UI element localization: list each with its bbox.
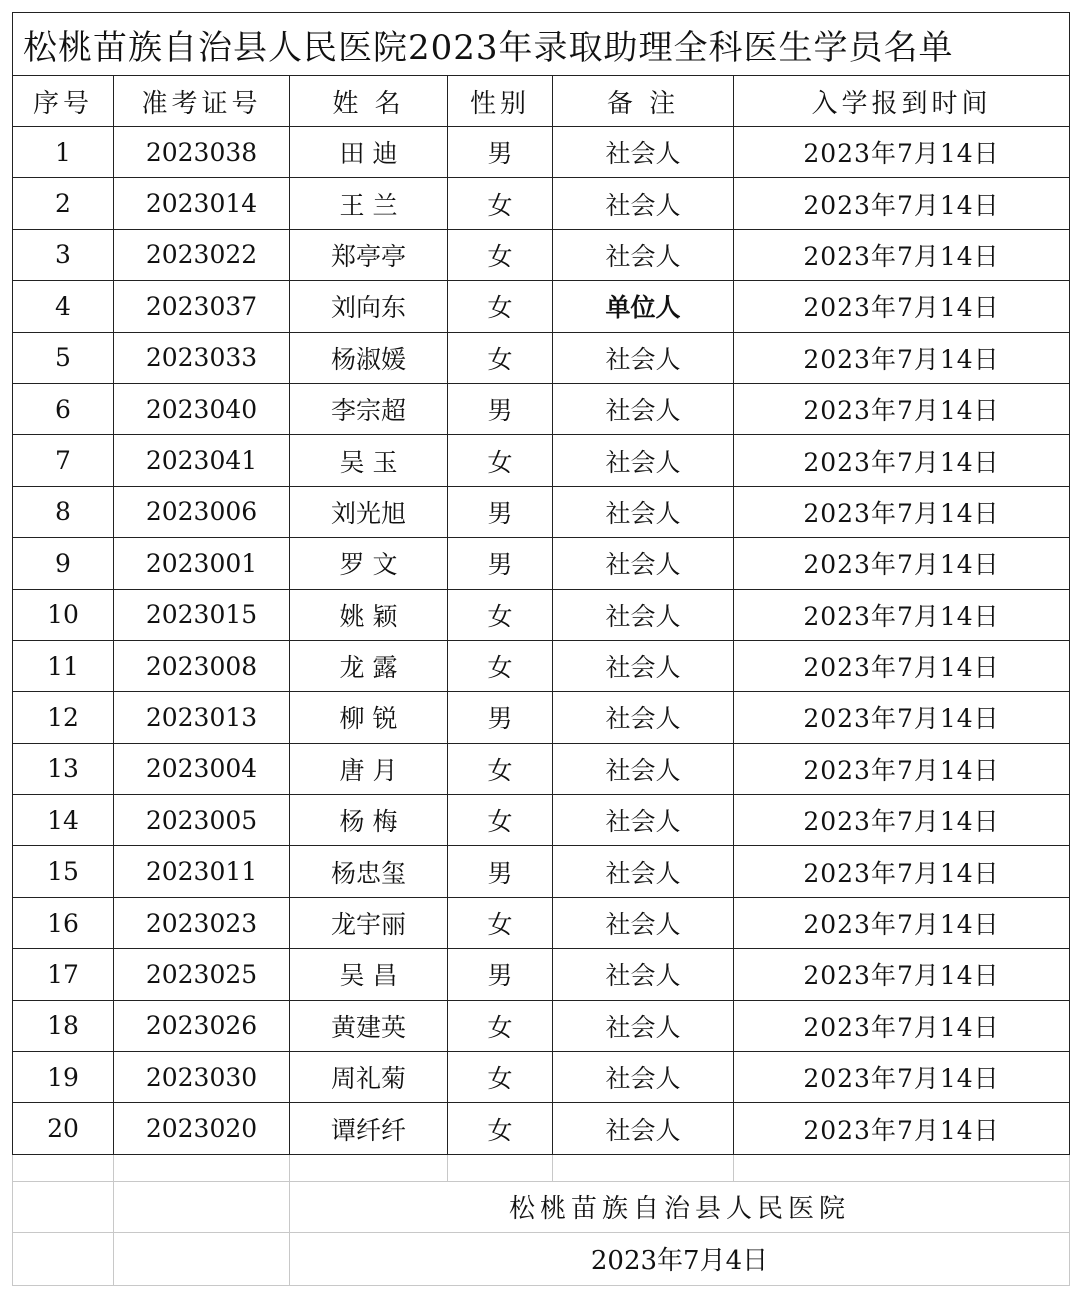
roster-table <box>12 12 1070 1286</box>
cell-report-date: 2023年7月14日 <box>734 846 1070 897</box>
cell-note: 社会人 <box>553 640 734 691</box>
cell-no: 16 <box>13 897 114 948</box>
footer-block <box>13 1154 1070 1285</box>
table-row <box>13 897 1070 948</box>
cell-student-name: 郑亭亭 <box>290 229 448 280</box>
header-note: 备 注 <box>553 76 734 127</box>
cell-exam-id: 2023026 <box>114 1000 290 1051</box>
cell-no: 7 <box>13 435 114 486</box>
cell-student-name: 杨忠玺 <box>290 846 448 897</box>
cell-gender: 男 <box>448 486 553 537</box>
cell-student-name: 姚 颖 <box>290 589 448 640</box>
cell-note: 社会人 <box>553 332 734 383</box>
table-row <box>13 229 1070 280</box>
cell-exam-id: 2023023 <box>114 897 290 948</box>
cell-report-date: 2023年7月14日 <box>734 795 1070 846</box>
cell-gender: 男 <box>448 846 553 897</box>
cell-report-date: 2023年7月14日 <box>734 127 1070 178</box>
cell-note: 单位人 <box>553 281 734 332</box>
cell-exam-id: 2023001 <box>114 538 290 589</box>
cell-report-date: 2023年7月14日 <box>734 229 1070 280</box>
cell-note: 社会人 <box>553 589 734 640</box>
table-row <box>13 1052 1070 1103</box>
cell-exam-id: 2023025 <box>114 949 290 1000</box>
header-report-date: 入学报到时间 <box>734 76 1070 127</box>
title-row <box>13 13 1070 76</box>
table-row <box>13 640 1070 691</box>
cell-exam-id: 2023040 <box>114 383 290 434</box>
cell-exam-id: 2023037 <box>114 281 290 332</box>
footer-blank-cell <box>114 1154 290 1181</box>
cell-student-name: 龙 露 <box>290 640 448 691</box>
cell-exam-id: 2023014 <box>114 178 290 229</box>
cell-gender: 男 <box>448 692 553 743</box>
issue-date: 2023年7月4日 <box>290 1232 1070 1285</box>
cell-report-date: 2023年7月14日 <box>734 640 1070 691</box>
cell-note: 社会人 <box>553 846 734 897</box>
table-row <box>13 1103 1070 1154</box>
cell-no: 2 <box>13 178 114 229</box>
table-row <box>13 692 1070 743</box>
footer-blank-cell <box>114 1181 290 1232</box>
cell-no: 13 <box>13 743 114 794</box>
cell-exam-id: 2023008 <box>114 640 290 691</box>
table-row <box>13 281 1070 332</box>
cell-gender: 女 <box>448 897 553 948</box>
cell-gender: 女 <box>448 281 553 332</box>
footer-blank-cell <box>13 1181 114 1232</box>
table-row <box>13 589 1070 640</box>
cell-student-name: 罗 文 <box>290 538 448 589</box>
cell-no: 20 <box>13 1103 114 1154</box>
cell-exam-id: 2023033 <box>114 332 290 383</box>
cell-note: 社会人 <box>553 383 734 434</box>
cell-note: 社会人 <box>553 1103 734 1154</box>
cell-note: 社会人 <box>553 1052 734 1103</box>
cell-report-date: 2023年7月14日 <box>734 743 1070 794</box>
cell-exam-id: 2023030 <box>114 1052 290 1103</box>
cell-report-date: 2023年7月14日 <box>734 897 1070 948</box>
cell-exam-id: 2023022 <box>114 229 290 280</box>
header-no: 序号 <box>13 76 114 127</box>
cell-student-name: 谭纤纤 <box>290 1103 448 1154</box>
cell-gender: 男 <box>448 949 553 1000</box>
cell-no: 10 <box>13 589 114 640</box>
cell-report-date: 2023年7月14日 <box>734 1000 1070 1051</box>
cell-student-name: 杨淑媛 <box>290 332 448 383</box>
cell-gender: 女 <box>448 1000 553 1051</box>
header-row <box>13 76 1070 127</box>
table-row <box>13 435 1070 486</box>
cell-note: 社会人 <box>553 949 734 1000</box>
cell-no: 15 <box>13 846 114 897</box>
cell-no: 9 <box>13 538 114 589</box>
cell-report-date: 2023年7月14日 <box>734 486 1070 537</box>
table-row <box>13 178 1070 229</box>
cell-no: 17 <box>13 949 114 1000</box>
cell-note: 社会人 <box>553 486 734 537</box>
cell-exam-id: 2023011 <box>114 846 290 897</box>
cell-note: 社会人 <box>553 743 734 794</box>
cell-student-name: 吴 昌 <box>290 949 448 1000</box>
footer-blank-cell <box>290 1154 448 1181</box>
cell-no: 18 <box>13 1000 114 1051</box>
cell-gender: 女 <box>448 178 553 229</box>
cell-exam-id: 2023038 <box>114 127 290 178</box>
cell-report-date: 2023年7月14日 <box>734 178 1070 229</box>
cell-note: 社会人 <box>553 795 734 846</box>
cell-report-date: 2023年7月14日 <box>734 281 1070 332</box>
cell-note: 社会人 <box>553 692 734 743</box>
cell-report-date: 2023年7月14日 <box>734 332 1070 383</box>
footer-date-row <box>13 1232 1070 1285</box>
cell-gender: 男 <box>448 538 553 589</box>
cell-no: 6 <box>13 383 114 434</box>
cell-report-date: 2023年7月14日 <box>734 589 1070 640</box>
table-row <box>13 127 1070 178</box>
cell-no: 5 <box>13 332 114 383</box>
cell-student-name: 李宗超 <box>290 383 448 434</box>
cell-no: 8 <box>13 486 114 537</box>
cell-report-date: 2023年7月14日 <box>734 692 1070 743</box>
cell-note: 社会人 <box>553 229 734 280</box>
cell-no: 3 <box>13 229 114 280</box>
cell-report-date: 2023年7月14日 <box>734 383 1070 434</box>
cell-note: 社会人 <box>553 435 734 486</box>
issuing-organization: 松桃苗族自治县人民医院 <box>290 1181 1070 1232</box>
footer-blank-cell <box>114 1232 290 1285</box>
footer-blank-cell <box>13 1154 114 1181</box>
cell-gender: 女 <box>448 589 553 640</box>
cell-exam-id: 2023004 <box>114 743 290 794</box>
cell-report-date: 2023年7月14日 <box>734 435 1070 486</box>
cell-report-date: 2023年7月14日 <box>734 1052 1070 1103</box>
roster-sheet <box>12 12 1069 1286</box>
table-row <box>13 795 1070 846</box>
cell-no: 4 <box>13 281 114 332</box>
footer-blank-cell <box>553 1154 734 1181</box>
cell-no: 1 <box>13 127 114 178</box>
cell-student-name: 黄建英 <box>290 1000 448 1051</box>
table-row <box>13 846 1070 897</box>
cell-no: 12 <box>13 692 114 743</box>
table-row <box>13 383 1070 434</box>
cell-student-name: 周礼菊 <box>290 1052 448 1103</box>
cell-report-date: 2023年7月14日 <box>734 1103 1070 1154</box>
cell-student-name: 刘光旭 <box>290 486 448 537</box>
cell-exam-id: 2023006 <box>114 486 290 537</box>
footer-blank-cell <box>448 1154 553 1181</box>
page-title: 松桃苗族自治县人民医院2023年录取助理全科医生学员名单 <box>13 13 1070 76</box>
footer-gap-row <box>13 1154 1070 1181</box>
cell-student-name: 柳 锐 <box>290 692 448 743</box>
cell-gender: 女 <box>448 435 553 486</box>
cell-gender: 女 <box>448 1052 553 1103</box>
header-exam-id: 准考证号 <box>114 76 290 127</box>
cell-no: 11 <box>13 640 114 691</box>
cell-report-date: 2023年7月14日 <box>734 538 1070 589</box>
cell-report-date: 2023年7月14日 <box>734 949 1070 1000</box>
cell-note: 社会人 <box>553 897 734 948</box>
header-name: 姓 名 <box>290 76 448 127</box>
cell-no: 14 <box>13 795 114 846</box>
cell-student-name: 田 迪 <box>290 127 448 178</box>
cell-note: 社会人 <box>553 1000 734 1051</box>
cell-student-name: 刘向东 <box>290 281 448 332</box>
cell-exam-id: 2023020 <box>114 1103 290 1154</box>
cell-student-name: 杨 梅 <box>290 795 448 846</box>
cell-gender: 女 <box>448 1103 553 1154</box>
cell-note: 社会人 <box>553 127 734 178</box>
cell-no: 19 <box>13 1052 114 1103</box>
cell-gender: 女 <box>448 229 553 280</box>
table-row <box>13 538 1070 589</box>
cell-student-name: 王 兰 <box>290 178 448 229</box>
cell-note: 社会人 <box>553 178 734 229</box>
cell-student-name: 龙宇丽 <box>290 897 448 948</box>
cell-gender: 女 <box>448 795 553 846</box>
cell-gender: 男 <box>448 127 553 178</box>
cell-gender: 女 <box>448 743 553 794</box>
table-row <box>13 949 1070 1000</box>
table-row <box>13 1000 1070 1051</box>
cell-exam-id: 2023005 <box>114 795 290 846</box>
table-row <box>13 743 1070 794</box>
cell-student-name: 吴 玉 <box>290 435 448 486</box>
cell-exam-id: 2023015 <box>114 589 290 640</box>
header-gender: 性别 <box>448 76 553 127</box>
footer-org-row <box>13 1181 1070 1232</box>
cell-exam-id: 2023013 <box>114 692 290 743</box>
footer-blank-cell <box>734 1154 1070 1181</box>
cell-note: 社会人 <box>553 538 734 589</box>
cell-gender: 女 <box>448 332 553 383</box>
footer-blank-cell <box>13 1232 114 1285</box>
table-row <box>13 332 1070 383</box>
cell-exam-id: 2023041 <box>114 435 290 486</box>
cell-gender: 女 <box>448 640 553 691</box>
cell-student-name: 唐 月 <box>290 743 448 794</box>
cell-gender: 男 <box>448 383 553 434</box>
table-row <box>13 486 1070 537</box>
